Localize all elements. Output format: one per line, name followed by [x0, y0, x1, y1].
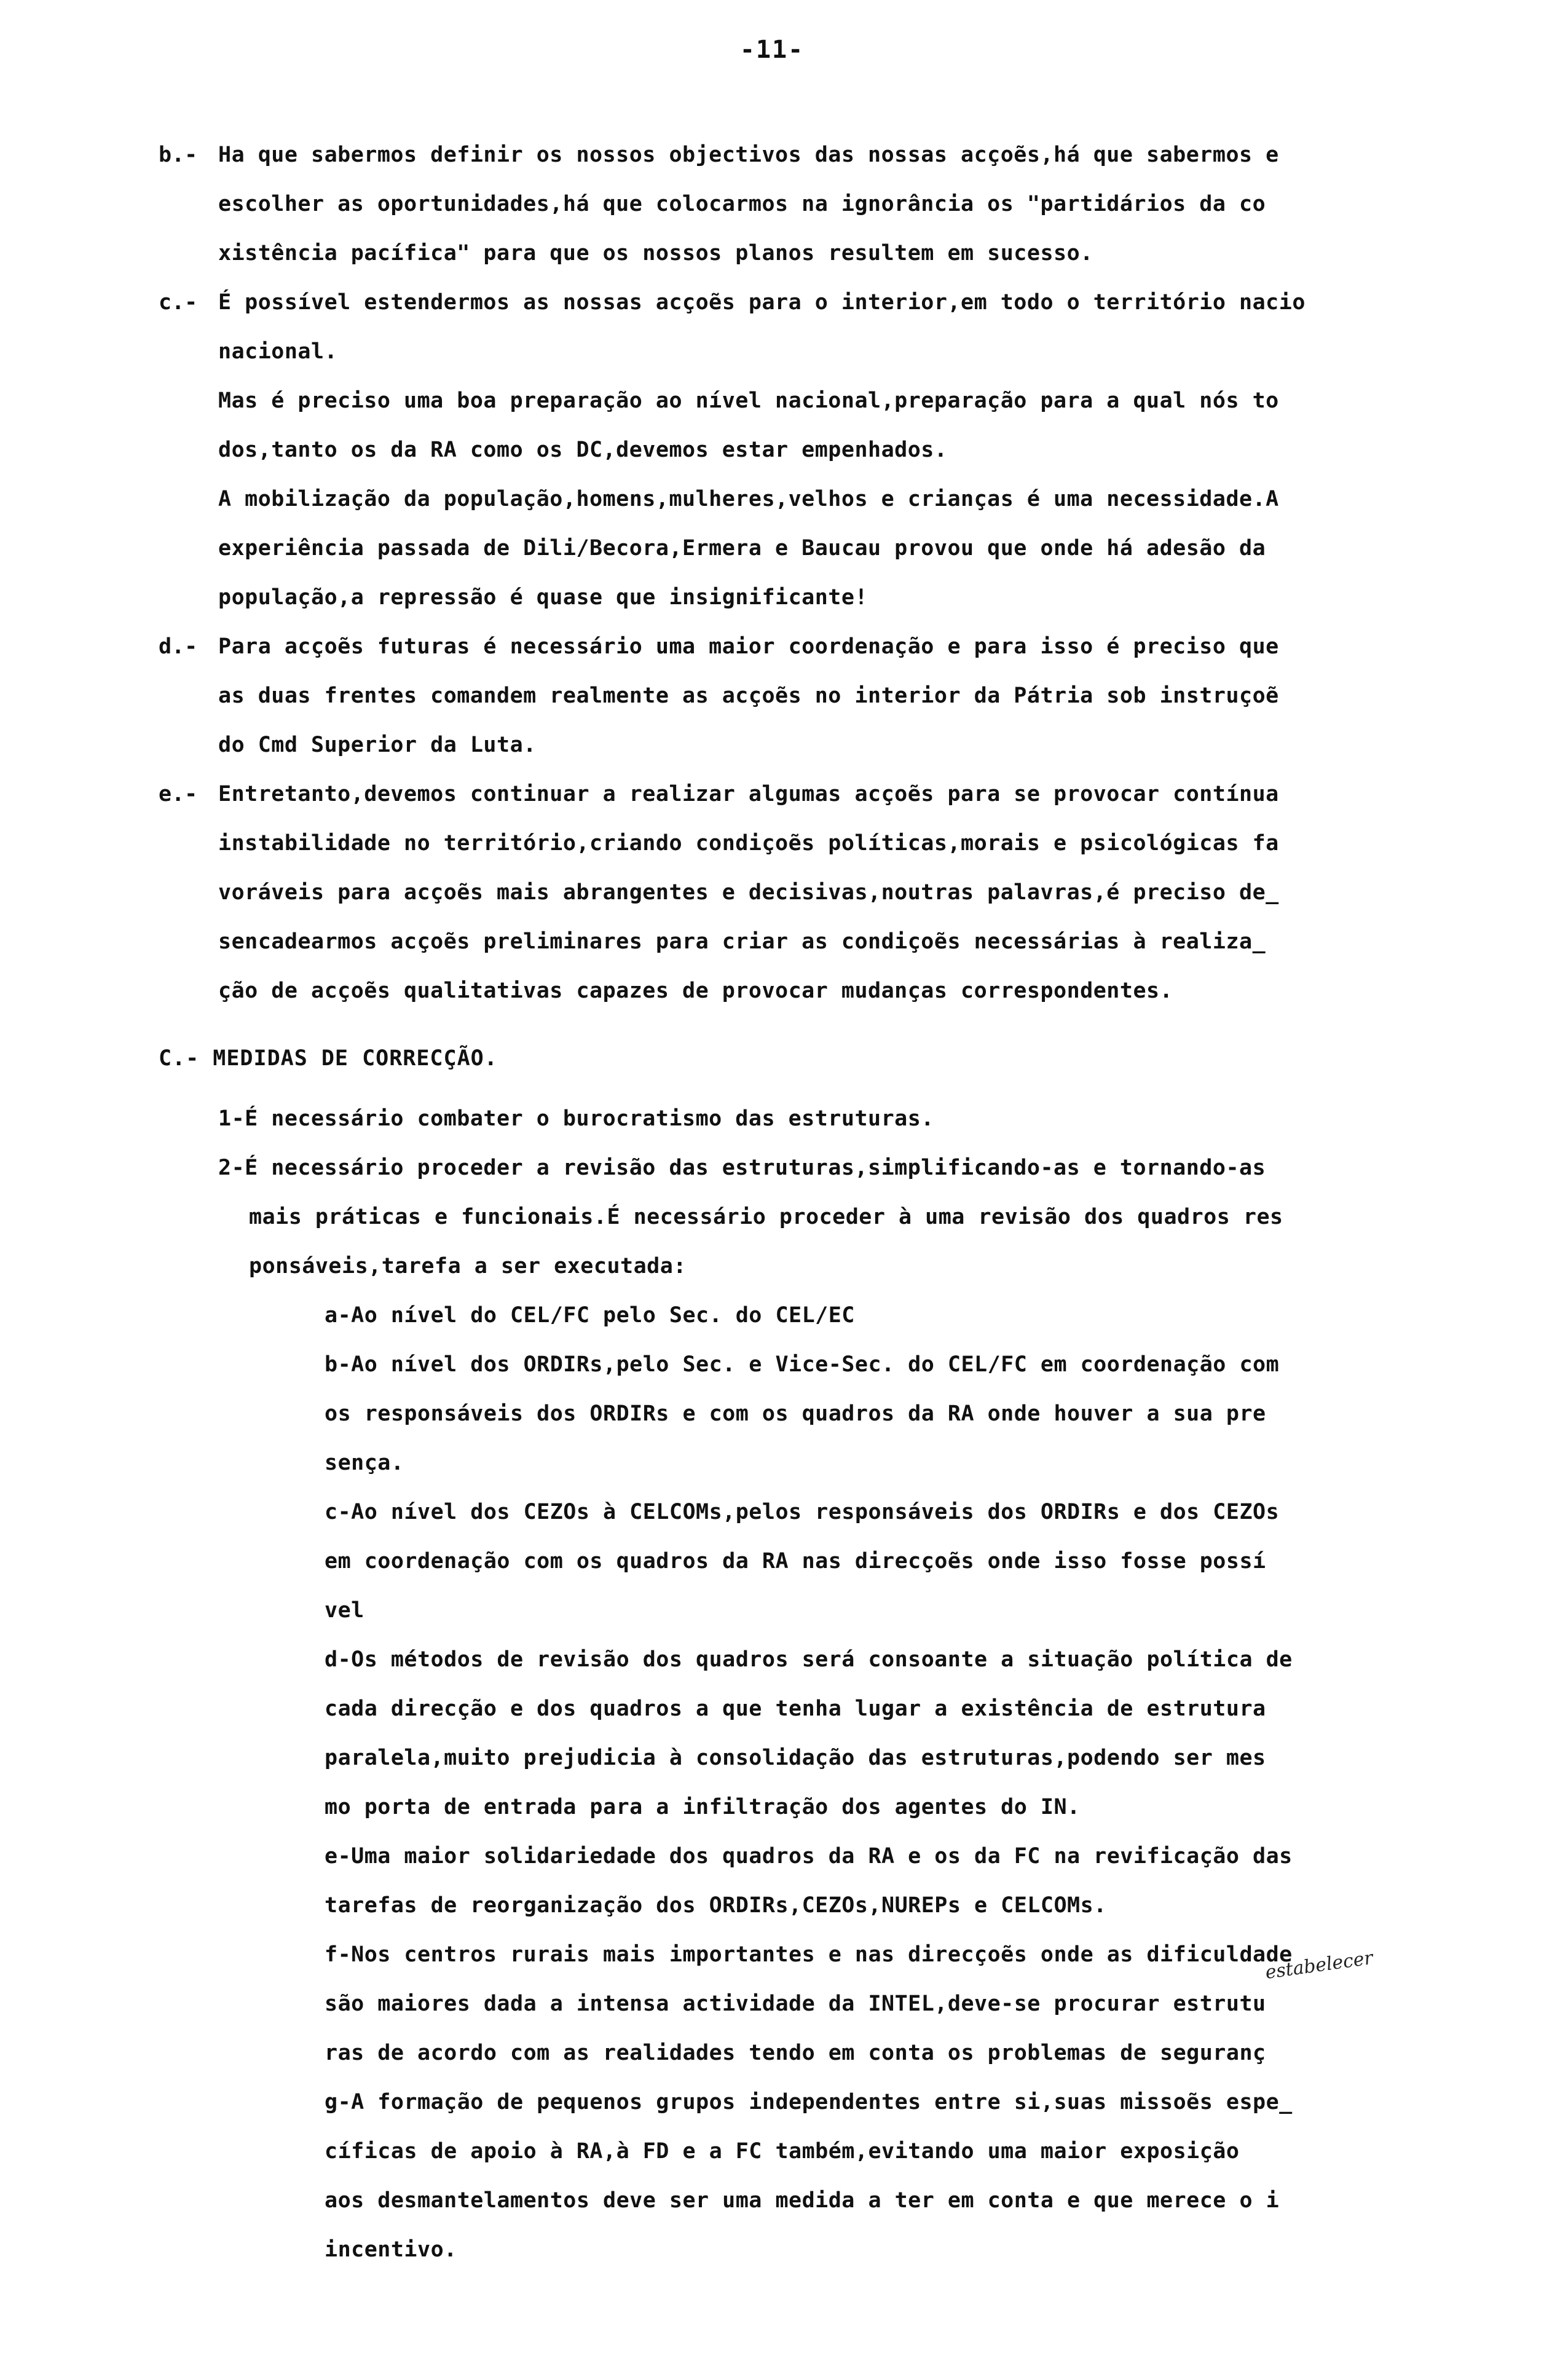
- text-line: ponsáveis,tarefa a ser executada:: [249, 1254, 687, 1279]
- text-line: f-Nos centros rurais mais importantes e nas direcçoẽs onde as dificuldade: [325, 1942, 1293, 1967]
- text-line: A mobilização da população,homens,mulheres,velhos e crianças é uma necessidade.A: [218, 487, 1279, 511]
- measure-1-text: [218, 1094, 934, 1143]
- text-line: instabilidade no território,criando condiçoẽs políticas,morais e psicológicas fa: [218, 831, 1279, 856]
- text-line: cada direcção e dos quadros a que tenha lugar a existência de estrutura: [325, 1696, 1266, 1721]
- text-line: Ha que sabermos definir os nossos objectivos das nossas acçoẽs,há que sabermos e: [218, 143, 1279, 167]
- text-line: do Cmd Superior da Luta.: [218, 733, 537, 757]
- text-line: cíficas de apoio à RA,à FD e a FC também,evitando uma maior exposição: [325, 2139, 1240, 2164]
- text-line: aos desmantelamentos deve ser uma medida a ter em conta e que merece o i: [325, 2188, 1280, 2213]
- subitem-d-text: [325, 1635, 1293, 1832]
- text-line: ras de acordo com as realidades tendo em conta os problemas de seguranç: [325, 2041, 1266, 2065]
- text-line: É possível estendermos as nossas acçoẽs para o interior,em todo o território nacio: [218, 290, 1306, 315]
- text-line: população,a repressão é quase que insignificante!: [218, 585, 868, 610]
- text-line: os responsáveis dos ORDIRs e com os quadros da RA onde houver a sua pre: [325, 1401, 1266, 1426]
- text-line: sença.: [325, 1451, 404, 1475]
- text-line: as duas frentes comandem realmente as acçoẽs no interior da Pátria sob instruçoẽ: [218, 684, 1279, 708]
- section-e-text: [218, 770, 1279, 1015]
- text-line: sencadearmos acçoẽs preliminares para criar as condiçoẽs necessárias à realiza_: [218, 929, 1266, 954]
- subitem-g-text: [325, 2078, 1293, 2274]
- text-line: mais práticas e funcionais.É necessário proceder à uma revisão dos quadros res: [249, 1205, 1283, 1229]
- text-line: experiência passada de Dili/Becora,Ermera e Baucau provou que onde há adesão da: [218, 536, 1266, 561]
- measure-2-text: [218, 1143, 1283, 1291]
- text-line: voráveis para acçoẽs mais abrangentes e decisivas,noutras palavras,é preciso de_: [218, 880, 1279, 905]
- text-line: c-Ao nível dos CEZOs à CELCOMs,pelos responsáveis dos ORDIRs e dos CEZOs: [325, 1500, 1280, 1524]
- text-line: g-A formação de pequenos grupos independentes entre si,suas missoẽs espe_: [325, 2090, 1293, 2114]
- section-c-text: [218, 278, 1306, 622]
- text-line: Mas é preciso uma boa preparação ao nível nacional,preparação para a qual nós to: [218, 388, 1279, 413]
- text-line: tarefas de reorganização dos ORDIRs,CEZOs,NUREPs e CELCOMs.: [325, 1893, 1107, 1918]
- text-line: são maiores dada a intensa actividade da INTEL,deve-se procurar estrutu: [325, 1992, 1266, 2016]
- text-line: 2-É necessário proceder a revisão das estruturas,simplificando-as e tornando-as: [218, 1156, 1266, 1180]
- text-line: Entretanto,devemos continuar a realizar algumas acçoẽs para se provocar contínua: [218, 782, 1279, 806]
- subitem-c-text: [325, 1488, 1279, 1635]
- text-line: nacional.: [218, 339, 338, 364]
- text-line: ção de acçoẽs qualitativas capazes de provocar mudanças correspondentes.: [218, 979, 1173, 1003]
- subitem-f-text: [325, 1930, 1293, 2078]
- page-number: -11-: [739, 36, 805, 64]
- text-line: xistência pacífica" para que os nossos planos resultem em sucesso.: [218, 241, 1093, 266]
- text-line: em coordenação com os quadros da RA nas direcçoẽs onde isso fosse possí: [325, 1549, 1266, 1574]
- section-marker-d: d.-: [159, 634, 198, 659]
- section-b-text: [218, 130, 1279, 278]
- text-line: 1-É necessário combater o burocratismo das estruturas.: [218, 1106, 934, 1131]
- section-marker-e: e.-: [159, 782, 198, 806]
- section-heading: C.- MEDIDAS DE CORRECÇÃO.: [159, 1046, 498, 1071]
- text-line: dos,tanto os da RA como os DC,devemos estar empenhados.: [218, 438, 948, 462]
- text-line: b-Ao nível dos ORDIRs,pelo Sec. e Vice-Sec. do CEL/FC em coordenação com: [325, 1352, 1280, 1377]
- text-line: vel: [325, 1598, 364, 1623]
- section-marker-c: c.-: [159, 290, 198, 315]
- text-line: a-Ao nível do CEL/FC pelo Sec. do CEL/EC: [325, 1303, 855, 1328]
- subitem-a-text: [325, 1291, 855, 1340]
- text-line: mo porta de entrada para a infiltração dos agentes do IN.: [325, 1795, 1081, 1819]
- text-line: paralela,muito prejudicia à consolidação das estruturas,podendo ser mes: [325, 1746, 1266, 1770]
- text-line: escolher as oportunidades,há que colocarmos na ignorância os "partidários da co: [218, 192, 1266, 216]
- section-d-text: [218, 622, 1279, 770]
- text-line: incentivo.: [325, 2237, 457, 2262]
- text-line: e-Uma maior solidariedade dos quadros da RA e os da FC na revificação das: [325, 1844, 1293, 1869]
- text-line: d-Os métodos de revisão dos quadros será consoante a situação política de: [325, 1647, 1293, 1672]
- section-marker-b: b.-: [159, 143, 198, 167]
- subitem-b-text: [325, 1340, 1279, 1488]
- handwritten-note: estabelecer: [1264, 1947, 1374, 1984]
- subitem-e-text: [325, 1832, 1293, 1930]
- text-line: Para acçoẽs futuras é necessário uma maior coordenação e para isso é preciso que: [218, 634, 1279, 659]
